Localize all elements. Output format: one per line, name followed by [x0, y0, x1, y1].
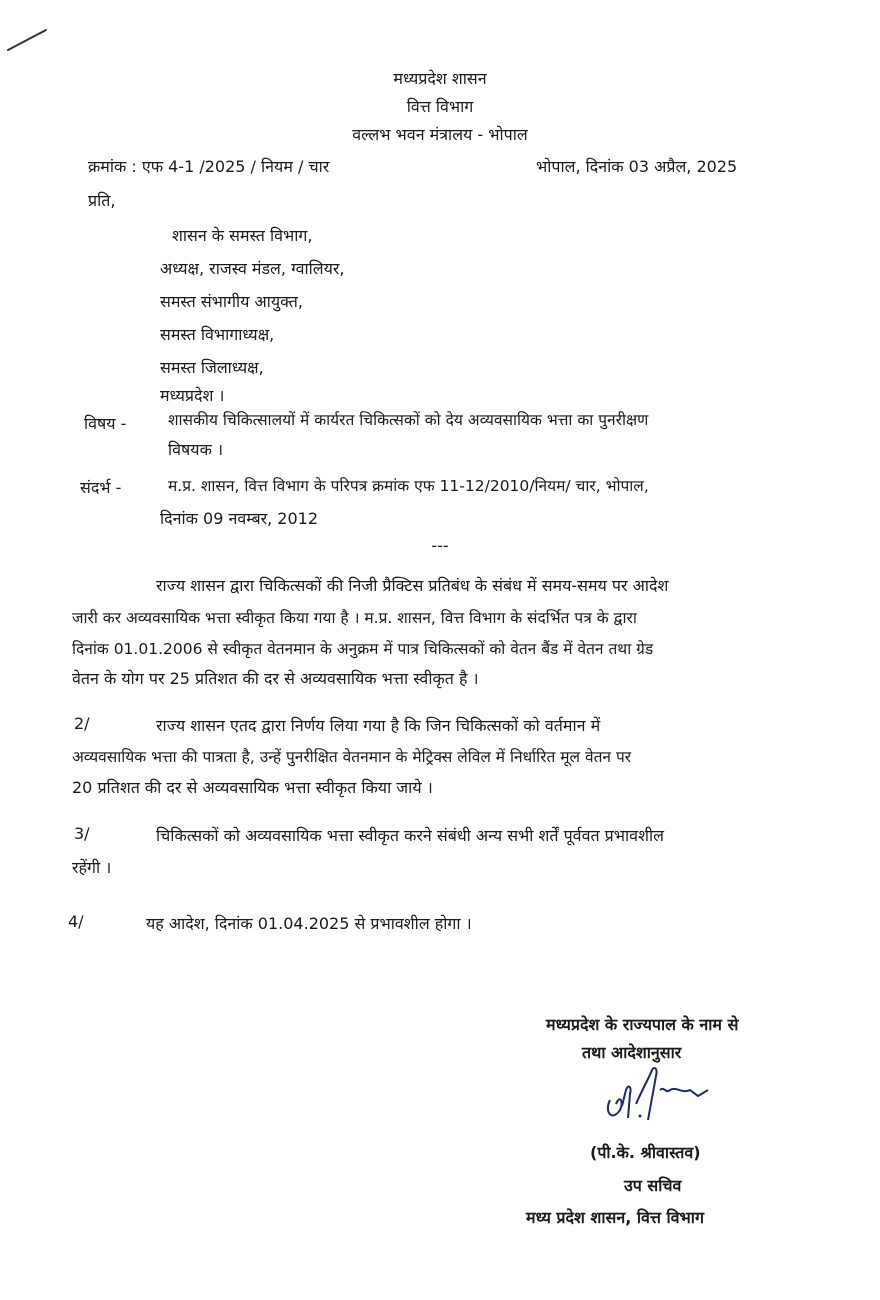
header-line-address: वल्लभ भवन मंत्रालय - भोपाल: [352, 125, 528, 144]
para1-line: दिनांक 01.01.2006 से स्वीकृत वेतनमान के अनुक्रम में पात्र चिकित्सकों को वेतन बैंड में वेतन तथा ग्रेड: [72, 640, 654, 658]
handwritten-signature: [590, 1060, 750, 1130]
para3-line: चिकित्सकों को अव्यवसायिक भत्ता स्वीकृत करने संबंधी अन्य सभी शर्तें पूर्ववत प्रभावशील: [156, 826, 664, 845]
para1-line: राज्य शासन द्वारा चिकित्सकों की निजी प्रैक्टिस प्रतिबंध के संबंध में समय-समय पर आदेश: [156, 576, 669, 595]
header-line-govt: मध्यप्रदेश शासन: [393, 69, 487, 88]
para3-number: 3/: [74, 824, 90, 843]
subject-text-line: शासकीय चिकित्सालयों में कार्यरत चिकित्सकों को देय अव्यवसायिक भत्ता का पुनरीक्षण: [168, 411, 649, 429]
order-number: क्रमांक : एफ 4-1 /2025 / नियम / चार: [88, 157, 330, 176]
recipient-line: अध्यक्ष, राजस्व मंडल, ग्वालियर,: [160, 259, 345, 278]
para2-number: 2/: [74, 714, 90, 733]
header-line-dept: वित्त विभाग: [406, 97, 474, 116]
reference-label: संदर्भ -: [80, 478, 122, 497]
signature-line: मध्यप्रदेश के राज्यपाल के नाम से: [546, 1015, 739, 1034]
order-place-date: भोपाल, दिनांक 03 अप्रैल, 2025: [536, 157, 738, 176]
para1-line: जारी कर अव्यवसायिक भत्ता स्वीकृत किया गया है । म.प्र. शासन, वित्त विभाग के संदर्भित पत्र के द्वारा: [72, 609, 637, 627]
to-label: प्रति,: [88, 191, 116, 210]
recipient-line: समस्त विभागाध्यक्ष,: [160, 325, 275, 344]
reference-text-line: म.प्र. शासन, वित्त विभाग के परिपत्र क्रमांक एफ 11-12/2010/नियम/ चार, भोपाल,: [168, 477, 649, 495]
recipient-line: समस्त संभागीय आयुक्त,: [160, 292, 303, 311]
recipient-line: शासन के समस्त विभाग,: [172, 226, 313, 245]
signatory-name: (पी.के. श्रीवास्तव): [590, 1143, 701, 1162]
para1-line: वेतन के योग पर 25 प्रतिशत की दर से अव्यवसायिक भत्ता स्वीकृत है ।: [72, 669, 479, 688]
para2-line: अव्यवसायिक भत्ता की पात्रता है, उन्हें पुनरीक्षित वेतनमान के मेट्रिक्स लेविल में निर्धारित मूल वेतन पर: [72, 748, 632, 766]
recipient-line: मध्यप्रदेश ।: [160, 386, 225, 405]
reference-text-line: दिनांक 09 नवम्बर, 2012: [160, 509, 319, 528]
signatory-designation: उप सचिव: [624, 1176, 682, 1195]
para4-number: 4/: [68, 912, 84, 931]
subject-label: विषय -: [84, 414, 127, 433]
recipient-line: समस्त जिलाध्यक्ष,: [160, 358, 264, 377]
para3-line: रहेंगी ।: [72, 858, 112, 877]
subject-text-line: विषयक ।: [168, 440, 224, 459]
para2-line: 20 प्रतिशत की दर से अव्यवसायिक भत्ता स्वीकृत किया जाये ।: [72, 778, 433, 797]
para2-line: राज्य शासन एतद द्वारा निर्णय लिया गया है कि जिन चिकित्सकों को वर्तमान में: [156, 716, 601, 735]
separator: ---: [431, 536, 449, 555]
signatory-department: मध्य प्रदेश शासन, वित्त विभाग: [526, 1208, 704, 1227]
signature-line: तथा आदेशानुसार: [582, 1043, 682, 1062]
corner-pen-mark: [0, 0, 60, 60]
para4-line: यह आदेश, दिनांक 01.04.2025 से प्रभावशील होगा ।: [146, 914, 472, 933]
